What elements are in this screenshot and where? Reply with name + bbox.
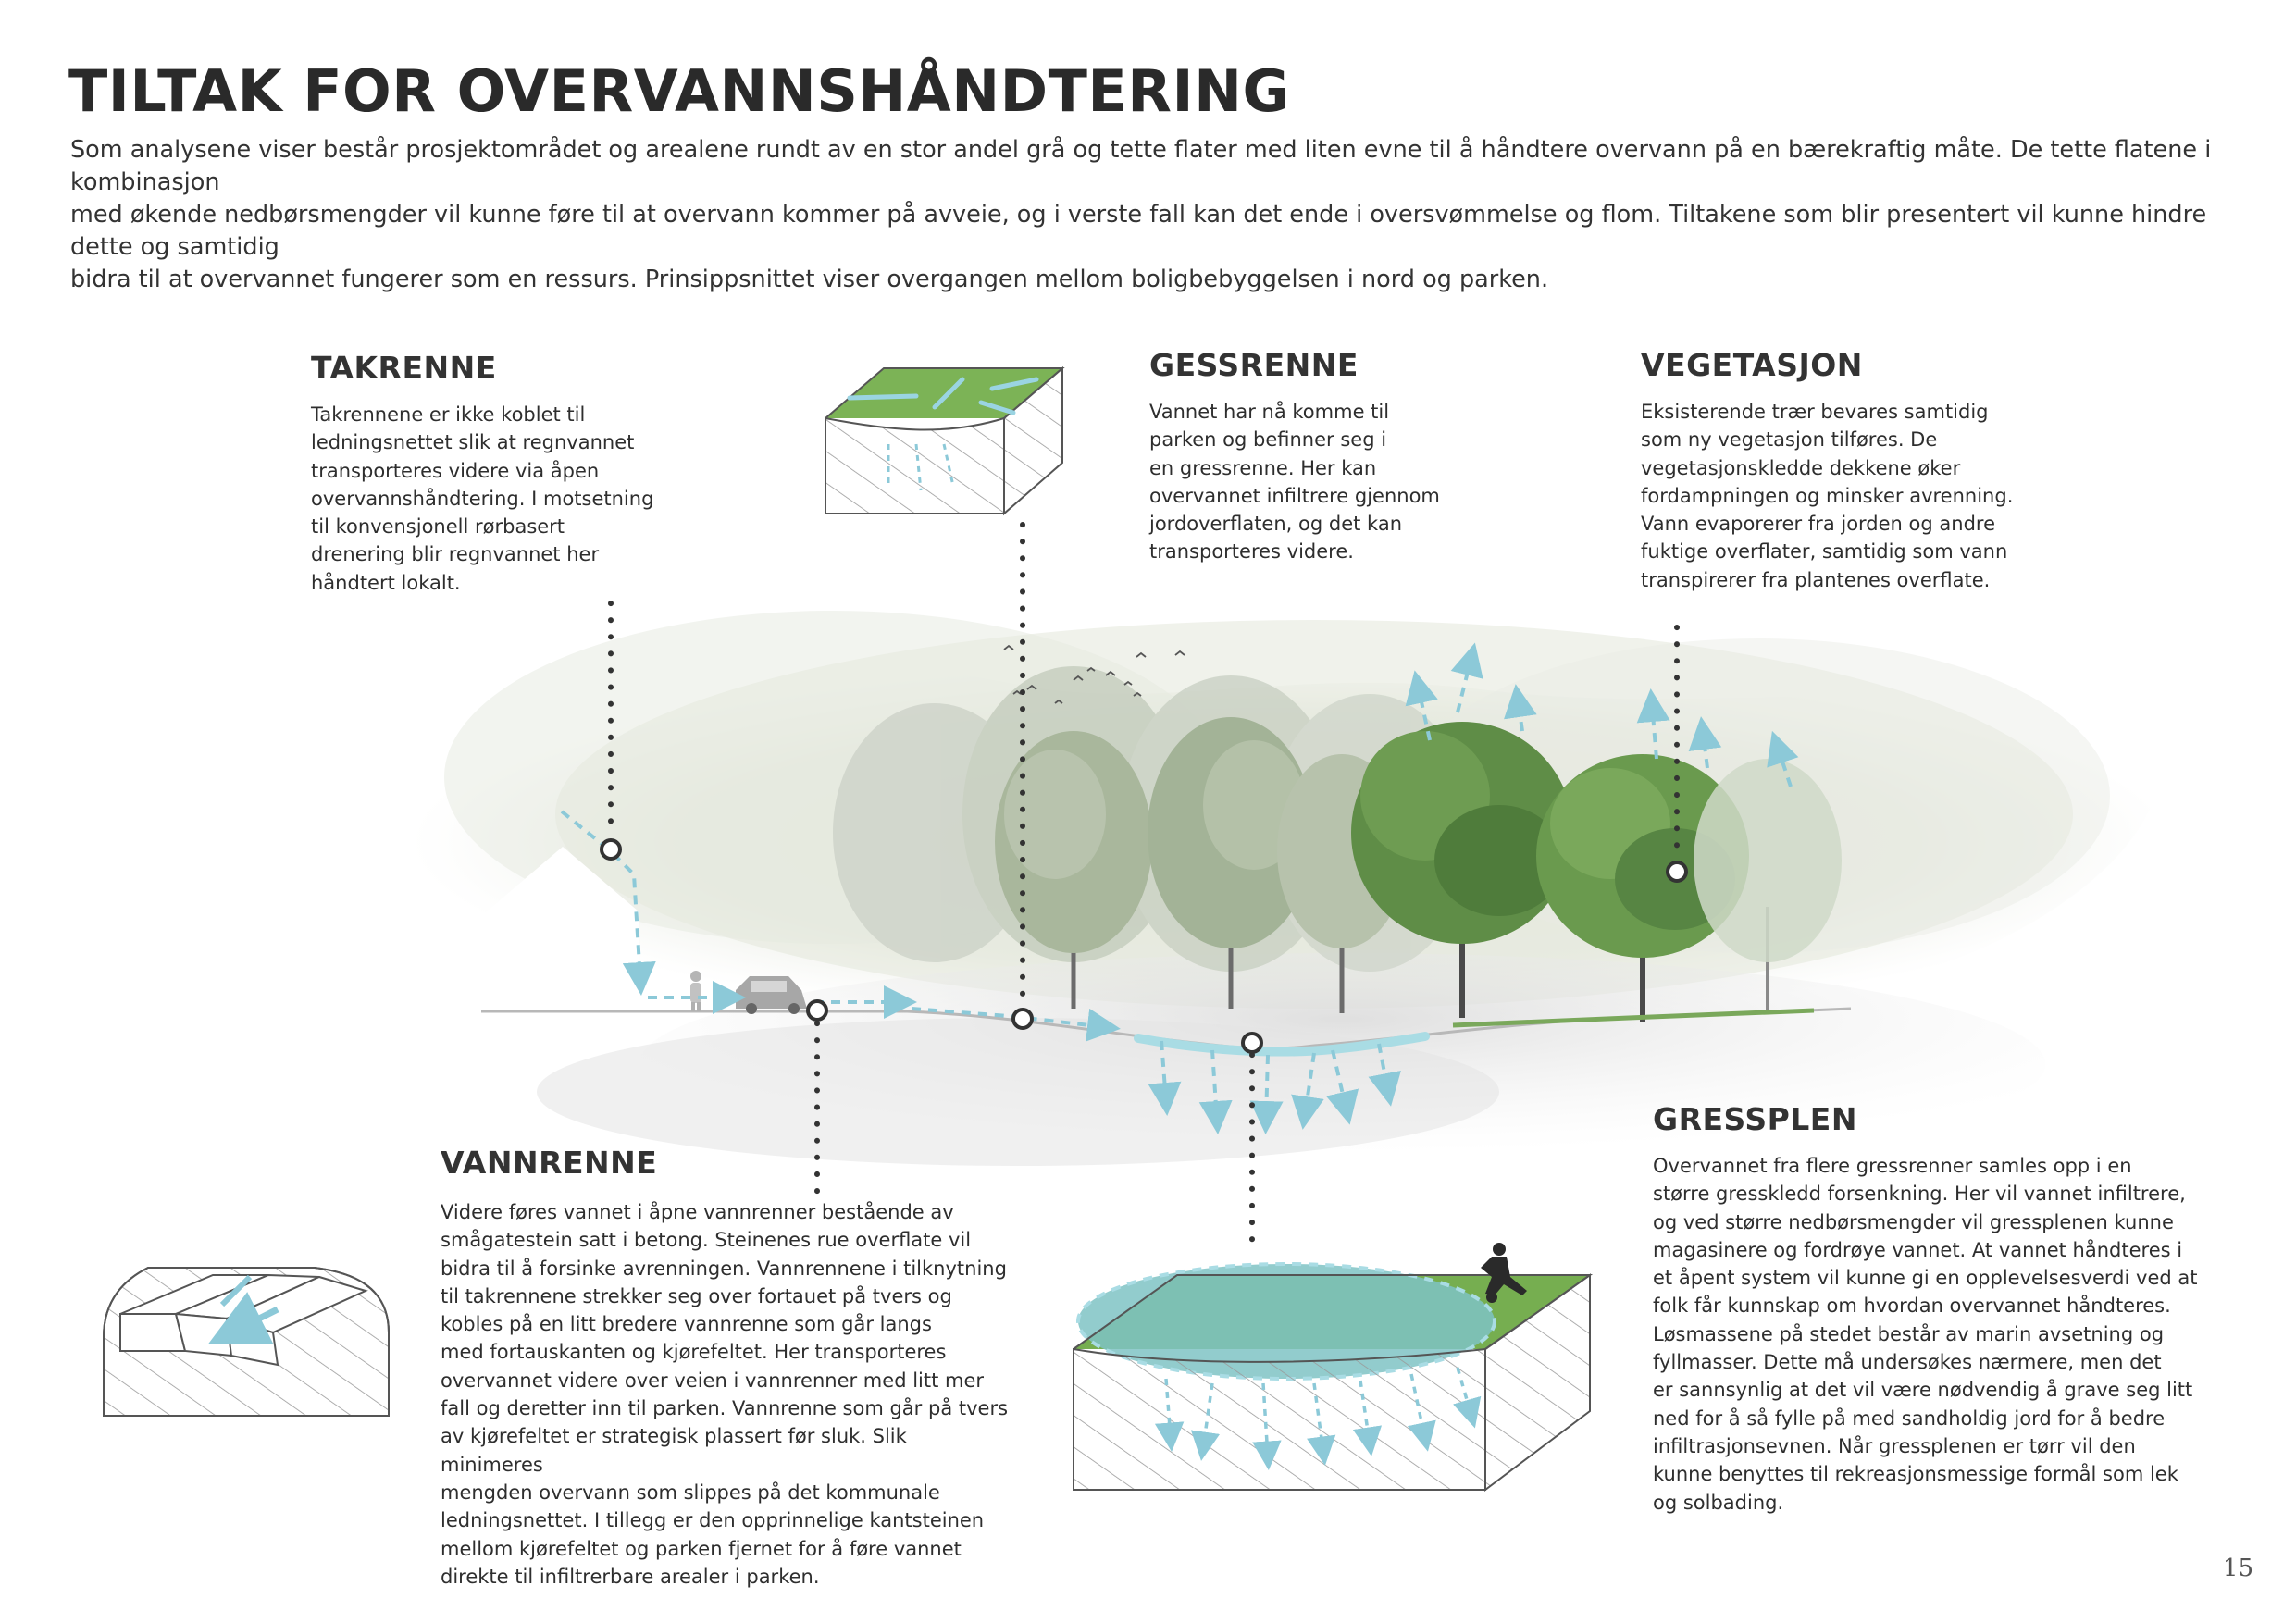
gressplen-line: folk får kunnskap om hvordan overvannet håndteres. [1653,1295,2171,1318]
vannrenne-line: til takrennene strekker seg over fortauet på tvers og [441,1284,952,1307]
vannrenne-heading: VANNRENNE [441,1145,658,1181]
takrenne-line: ledningsnettet slik at regnvannet [311,431,635,454]
vegetasjon-line: som ny vegetasjon tilføres. De [1641,428,1938,452]
lawn-depression-block-icon [1074,1264,1590,1490]
intro-line: bidra til at overvannet fungerer som en ressurs. Prinsippsnittet viser overgangen mellom boligbebyggelsen i nord og parken. [70,266,1549,293]
gessrenne-line: parken og befinner seg i [1149,428,1387,452]
gressplen-line: er sannsynlig at det vil være nødvendig å grave seg litt [1653,1379,2193,1402]
vegetasjon-heading: VEGETASJON [1641,347,1863,383]
gressplen-description [1653,1152,2208,1517]
vannrenne-description [441,1198,1014,1591]
vegetasjon-line: fuktige overflater, samtidig som vann [1641,540,2008,564]
gessrenne-description [1149,398,1483,566]
gressplen-line: og ved større nedbørsmengder vil gressplenen kunne [1653,1210,2174,1233]
gressplen-line: et åpent system vil kunne gi en opplevelsesverdi ved at [1653,1267,2198,1290]
vegetasjon-line: Vann evaporerer fra jorden og andre [1641,513,1995,536]
gressplen-line: større gresskledd forsenkning. Her vil vannet infiltrere, [1653,1183,2186,1206]
vannrenne-line: mengden overvann som slippes på det kommunale [441,1481,940,1504]
vannrenne-line: ledningsnettet. I tillegg er den opprinnelige kantsteinen [441,1509,985,1532]
vannrenne-line: bidra til å forsinke avrenningen. Vannrennene i tilknytning [441,1257,1007,1280]
takrenne-line: til konvensjonell rørbasert [311,515,565,539]
takrenne-description [311,401,681,597]
vannrenne-line: direkte til infiltrerbare arealer i parken. [441,1565,820,1588]
grass-swale-block-icon [825,368,1062,514]
gessrenne-line: jordoverflaten, og det kan [1149,513,1402,536]
page-title: TILTAK FOR OVERVANNSHÅNDTERING [68,57,1290,125]
vannrenne-line: Videre føres vannet i åpne vannrenner bestående av [441,1201,954,1223]
page-number: 15 [2222,1555,2253,1582]
vegetasjon-line: transpirerer fra plantenes overflate. [1641,568,1991,591]
gressplen-line: infiltrasjonsevnen. Når gressplenen er tørr vil den [1653,1434,2136,1457]
takrenne-line: Takrennene er ikke koblet til [311,403,586,426]
takrenne-line: drenering blir regnvannet her [311,543,600,566]
vannrenne-line: mellom kjørefeltet og parken fjernet for å føre vannet [441,1537,962,1560]
gessrenne-line: overvannet infiltrere gjennom [1149,484,1440,507]
vannrenne-line: overvannet videre over veien i vannrenner med litt mer [441,1369,985,1392]
gessrenne-line: transporteres videre. [1149,540,1354,564]
takrenne-heading: TAKRENNE [311,350,497,386]
vegetasjon-line: vegetasjonskledde dekkene øker [1641,456,1961,479]
vegetasjon-line: fordampningen og minsker avrenning. [1641,484,2014,507]
intro-line: med økende nedbørsmengder vil kunne føre til at overvann kommer på avveie, og i verste fall kan det ende i oversvømmelse og flom. Tiltakene som blir presentert vil kunne hindre dette og samtidig [70,201,2207,261]
gressplen-line: magasinere og fordrøye vannet. At vannet håndteres i [1653,1238,2183,1261]
gressplen-line: Overvannet fra flere gressrenner samles opp i en [1653,1155,2132,1177]
gessrenne-heading: GESSRENNE [1149,347,1359,383]
gessrenne-line: Vannet har nå komme til [1149,401,1390,423]
takrenne-line: transporteres videre via åpen [311,459,600,482]
gressplen-line: Løsmassene på stedet består av marin avsetning og [1653,1322,2165,1345]
gressplen-line: og solbading. [1653,1491,1784,1514]
vannrenne-line: smågatestein satt i betong. Steinenes rue overflate vil [441,1229,972,1252]
vegetasjon-line: Eksisterende trær bevares samtidig [1641,401,1989,423]
gressplen-line: fyllmasser. Dette må undersøkes nærmere, men det [1653,1351,2162,1374]
gressplen-line: ned for å så fylle på med sandholdig jord for å bedre [1653,1406,2166,1430]
vannrenne-line: med fortauskanten og kjørefeltet. Her transporteres [441,1341,947,1364]
vannrenne-line: av kjørefeltet er strategisk plassert før sluk. Slik minimeres [441,1425,907,1476]
vannrenne-line: fall og deretter inn til parken. Vannrenne som går på tvers [441,1397,1009,1420]
takrenne-line: håndtert lokalt. [311,571,461,594]
gressplen-line: kunne benyttes til rekreasjonsmessige formål som lek [1653,1463,2178,1486]
vannrenne-line: kobles på en litt bredere vannrenne som går langs [441,1313,932,1336]
cobblestone-channel-icon [104,1268,389,1416]
takrenne-line: overvannshåndtering. I motsetning [311,487,654,510]
gessrenne-line: en gressrenne. Her kan [1149,456,1377,479]
gressplen-heading: GRESSPLEN [1653,1101,1857,1137]
vegetasjon-description [1641,398,2039,594]
intro-line: Som analysene viser består prosjektområdet og arealene rundt av en stor andel grå og tette flater med liten evne til å håndtere overvann på en bærekraftig måte. De tette flatene i kombinasjon [70,136,2212,196]
